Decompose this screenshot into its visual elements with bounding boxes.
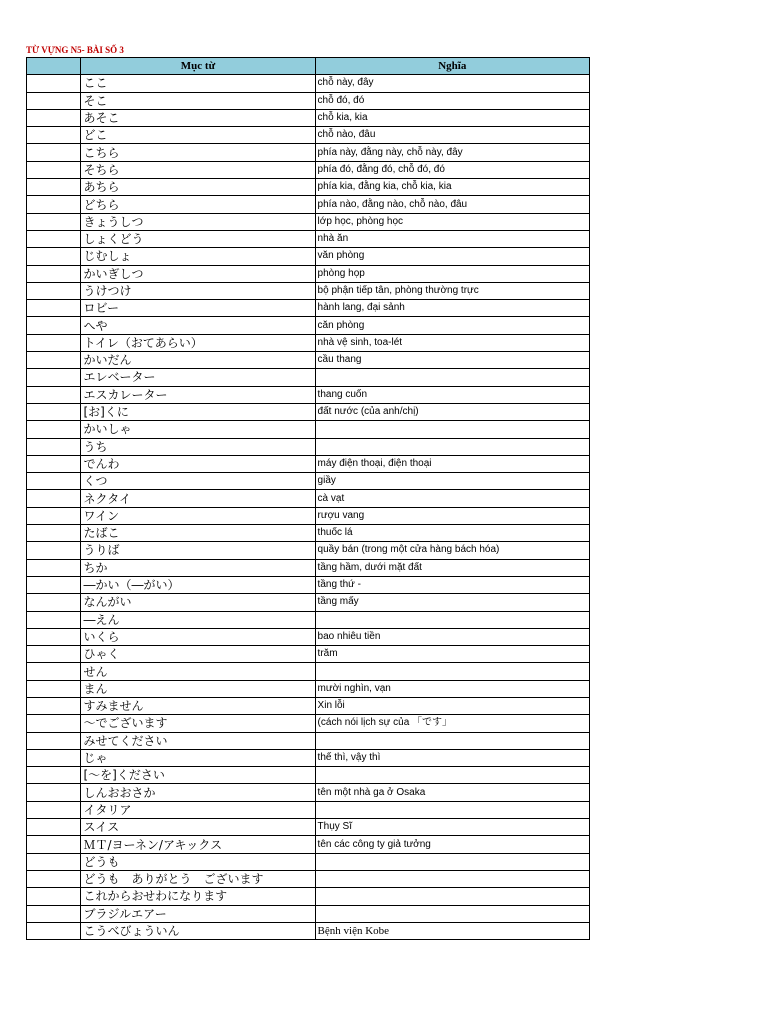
index-cell <box>27 732 81 749</box>
index-cell <box>27 92 81 109</box>
meaning-cell <box>315 767 589 784</box>
term-cell: うりば <box>81 542 315 559</box>
index-cell <box>27 248 81 265</box>
term-cell: ちか <box>81 559 315 576</box>
table-row <box>27 749 590 766</box>
meaning-cell: (cách nói lịch sự của 「です」 <box>315 715 589 732</box>
index-cell <box>27 230 81 247</box>
index-cell <box>27 300 81 317</box>
term-cell: エスカレーター <box>81 386 315 403</box>
meaning-cell: nhà ăn <box>315 230 589 247</box>
index-cell <box>27 594 81 611</box>
table-row <box>27 403 590 420</box>
term-cell: しょくどう <box>81 230 315 247</box>
meaning-cell <box>315 888 589 905</box>
index-cell <box>27 369 81 386</box>
meaning-cell: tầng mấy <box>315 594 589 611</box>
index-cell <box>27 559 81 576</box>
term-cell: イタリア <box>81 801 315 818</box>
table-row <box>27 801 590 818</box>
meaning-cell: Thụy Sĩ <box>315 819 589 836</box>
table-row <box>27 715 590 732</box>
header-meaning: Nghĩa <box>315 58 589 75</box>
table-row <box>27 784 590 801</box>
term-cell: こうべびょういん <box>81 922 315 939</box>
index-cell <box>27 421 81 438</box>
index-cell <box>27 749 81 766</box>
index-cell <box>27 801 81 818</box>
table-row <box>27 611 590 628</box>
meaning-cell: cà vạt <box>315 490 589 507</box>
table-row <box>27 490 590 507</box>
term-cell: ひゃく <box>81 646 315 663</box>
table-row <box>27 438 590 455</box>
meaning-cell: chỗ này, đây <box>315 75 589 92</box>
index-cell <box>27 576 81 593</box>
meaning-cell: đất nước (của anh/chị) <box>315 403 589 420</box>
meaning-cell <box>315 421 589 438</box>
index-cell <box>27 179 81 196</box>
table-row <box>27 922 590 939</box>
table-row <box>27 819 590 836</box>
meaning-cell: tầng thứ - <box>315 576 589 593</box>
table-row <box>27 300 590 317</box>
table-row <box>27 144 590 161</box>
table-row <box>27 265 590 282</box>
table-row <box>27 369 590 386</box>
meaning-cell: bộ phận tiếp tân, phòng thường trực <box>315 282 589 299</box>
term-cell: そこ <box>81 92 315 109</box>
table-row <box>27 282 590 299</box>
table-header-row <box>27 58 590 75</box>
index-cell <box>27 352 81 369</box>
term-cell: かいだん <box>81 352 315 369</box>
table-row <box>27 767 590 784</box>
term-cell: エレベーター <box>81 369 315 386</box>
index-cell <box>27 922 81 939</box>
meaning-cell: văn phòng <box>315 248 589 265</box>
term-cell: ネクタイ <box>81 490 315 507</box>
term-cell: きょうしつ <box>81 213 315 230</box>
table-row <box>27 732 590 749</box>
meaning-cell <box>315 369 589 386</box>
vocabulary-table <box>26 57 590 940</box>
table-row <box>27 853 590 870</box>
index-cell <box>27 611 81 628</box>
table-row <box>27 75 590 92</box>
document-title: TỪ VỰNG N5- BÀI SỐ 3 <box>26 45 124 55</box>
term-cell: トイレ（おてあらい） <box>81 334 315 351</box>
meaning-cell: máy điện thoại, điện thoại <box>315 455 589 472</box>
term-cell: かいしゃ <box>81 421 315 438</box>
table-row <box>27 317 590 334</box>
meaning-cell: căn phòng <box>315 317 589 334</box>
index-cell <box>27 784 81 801</box>
term-cell: ～でございます <box>81 715 315 732</box>
table-row <box>27 576 590 593</box>
meaning-cell <box>315 438 589 455</box>
term-cell: みせてください <box>81 732 315 749</box>
index-cell <box>27 403 81 420</box>
table-row <box>27 455 590 472</box>
term-cell: どうも ありがとう ございます <box>81 870 315 887</box>
meaning-cell: trăm <box>315 646 589 663</box>
meaning-cell: mười nghìn, vạn <box>315 680 589 697</box>
meaning-cell: cầu thang <box>315 352 589 369</box>
table-row <box>27 386 590 403</box>
index-cell <box>27 265 81 282</box>
meaning-cell <box>315 905 589 922</box>
index-cell <box>27 334 81 351</box>
table-row <box>27 421 590 438</box>
meaning-cell: phòng họp <box>315 265 589 282</box>
index-cell <box>27 507 81 524</box>
meaning-cell: thang cuốn <box>315 386 589 403</box>
meaning-cell: giầy <box>315 473 589 490</box>
index-cell <box>27 473 81 490</box>
table-row <box>27 836 590 853</box>
index-cell <box>27 663 81 680</box>
table-row <box>27 646 590 663</box>
index-cell <box>27 196 81 213</box>
meaning-cell: Bệnh viện Kobe <box>315 922 589 939</box>
term-cell: いくら <box>81 628 315 645</box>
term-cell: でんわ <box>81 455 315 472</box>
meaning-cell: tên các công ty giả tưởng <box>315 836 589 853</box>
term-cell: どちら <box>81 196 315 213</box>
table-row <box>27 109 590 126</box>
meaning-cell: chỗ nào, đâu <box>315 127 589 144</box>
index-cell <box>27 525 81 542</box>
table-row <box>27 473 590 490</box>
meaning-cell <box>315 870 589 887</box>
table-row <box>27 542 590 559</box>
index-cell <box>27 455 81 472</box>
term-cell: すみません <box>81 697 315 714</box>
term-cell: しんおおさか <box>81 784 315 801</box>
meaning-cell: tên một nhà ga ở Osaka <box>315 784 589 801</box>
term-cell: たばこ <box>81 525 315 542</box>
index-cell <box>27 715 81 732</box>
table-row <box>27 230 590 247</box>
meaning-cell: phía đó, đằng đó, chỗ đó, đó <box>315 161 589 178</box>
term-cell: じゃ <box>81 749 315 766</box>
meaning-cell <box>315 732 589 749</box>
table-row <box>27 905 590 922</box>
meaning-cell: nhà vệ sinh, toa-lét <box>315 334 589 351</box>
index-cell <box>27 819 81 836</box>
meaning-cell <box>315 663 589 680</box>
index-cell <box>27 542 81 559</box>
term-cell: そちら <box>81 161 315 178</box>
index-cell <box>27 282 81 299</box>
term-cell: ―かい（―がい） <box>81 576 315 593</box>
index-cell <box>27 870 81 887</box>
term-cell: かいぎしつ <box>81 265 315 282</box>
meaning-cell: bao nhiêu tiền <box>315 628 589 645</box>
table-row <box>27 697 590 714</box>
meaning-cell: phía này, đằng này, chỗ này, đây <box>315 144 589 161</box>
index-cell <box>27 438 81 455</box>
table-row <box>27 888 590 905</box>
term-cell: ブラジルエアー <box>81 905 315 922</box>
meaning-cell: thế thì, vậy thì <box>315 749 589 766</box>
meaning-cell <box>315 853 589 870</box>
term-cell: へや <box>81 317 315 334</box>
table-row <box>27 248 590 265</box>
term-cell: ここ <box>81 75 315 92</box>
index-cell <box>27 680 81 697</box>
index-cell <box>27 317 81 334</box>
index-cell <box>27 109 81 126</box>
index-cell <box>27 853 81 870</box>
term-cell: せん <box>81 663 315 680</box>
meaning-cell: tầng hầm, dưới mặt đất <box>315 559 589 576</box>
term-cell: どこ <box>81 127 315 144</box>
index-cell <box>27 161 81 178</box>
meaning-cell: thuốc lá <box>315 525 589 542</box>
meaning-cell <box>315 801 589 818</box>
term-cell: まん <box>81 680 315 697</box>
term-cell: うち <box>81 438 315 455</box>
term-cell: あそこ <box>81 109 315 126</box>
term-cell: ＭＴ/ヨーネン/アキックス <box>81 836 315 853</box>
meaning-cell: chỗ kia, kia <box>315 109 589 126</box>
term-cell: こちら <box>81 144 315 161</box>
index-cell <box>27 836 81 853</box>
term-cell: [お]くに <box>81 403 315 420</box>
index-cell <box>27 386 81 403</box>
index-cell <box>27 213 81 230</box>
term-cell: くつ <box>81 473 315 490</box>
table-row <box>27 870 590 887</box>
meaning-cell: lớp học, phòng học <box>315 213 589 230</box>
term-cell: ―えん <box>81 611 315 628</box>
table-row <box>27 352 590 369</box>
meaning-cell <box>315 611 589 628</box>
meaning-cell: hành lang, đại sảnh <box>315 300 589 317</box>
header-index <box>27 58 81 75</box>
meaning-cell: phía nào, đằng nào, chỗ nào, đâu <box>315 196 589 213</box>
index-cell <box>27 490 81 507</box>
term-cell: これからおせわになります <box>81 888 315 905</box>
table-row <box>27 680 590 697</box>
table-row <box>27 628 590 645</box>
table-row <box>27 559 590 576</box>
index-cell <box>27 697 81 714</box>
term-cell: [～を]ください <box>81 767 315 784</box>
meaning-cell: chỗ đó, đó <box>315 92 589 109</box>
index-cell <box>27 767 81 784</box>
term-cell: じむしょ <box>81 248 315 265</box>
term-cell: ワイン <box>81 507 315 524</box>
meaning-cell: Xin lỗi <box>315 697 589 714</box>
term-cell: スイス <box>81 819 315 836</box>
table-row <box>27 507 590 524</box>
table-row <box>27 161 590 178</box>
header-term: Mục từ <box>81 58 315 75</box>
meaning-cell: rượu vang <box>315 507 589 524</box>
table-row <box>27 92 590 109</box>
table-row <box>27 334 590 351</box>
table-row <box>27 127 590 144</box>
term-cell: ロビー <box>81 300 315 317</box>
table-row <box>27 663 590 680</box>
meaning-cell: quầy bán (trong một cửa hàng bách hóa) <box>315 542 589 559</box>
table-row <box>27 525 590 542</box>
index-cell <box>27 127 81 144</box>
term-cell: どうも <box>81 853 315 870</box>
table-row <box>27 594 590 611</box>
term-cell: なんがい <box>81 594 315 611</box>
index-cell <box>27 646 81 663</box>
table-row <box>27 196 590 213</box>
index-cell <box>27 144 81 161</box>
term-cell: あちら <box>81 179 315 196</box>
table-row <box>27 179 590 196</box>
index-cell <box>27 628 81 645</box>
index-cell <box>27 888 81 905</box>
term-cell: うけつけ <box>81 282 315 299</box>
meaning-cell: phía kia, đằng kia, chỗ kia, kia <box>315 179 589 196</box>
table-row <box>27 213 590 230</box>
index-cell <box>27 75 81 92</box>
index-cell <box>27 905 81 922</box>
